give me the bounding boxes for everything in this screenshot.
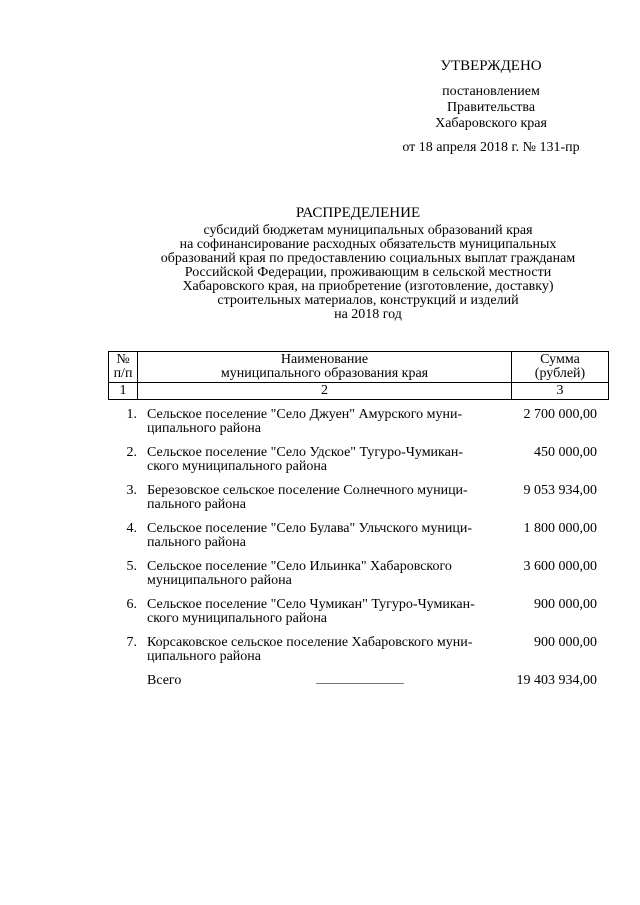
approval-line: Правительства bbox=[446, 100, 536, 115]
header-num bbox=[109, 352, 138, 383]
subtitle-line: строительных материалов, конструкций и изделий bbox=[217, 293, 519, 308]
row-name bbox=[147, 522, 490, 560]
approval-line: Хабаровского края bbox=[435, 116, 547, 131]
row-number: 4. bbox=[126, 521, 137, 536]
table-row bbox=[108, 598, 609, 636]
header-num-line2: п/п bbox=[113, 366, 133, 381]
row-name-line1: Сельское поселение "Село Чумикан" Тугуро-Чумикан- bbox=[147, 597, 475, 612]
row-name-line2: ципального района bbox=[147, 421, 261, 436]
row-number: 3. bbox=[126, 483, 137, 498]
approval-heading: УТВЕРЖДЕНО bbox=[440, 58, 542, 74]
row-number: 7. bbox=[126, 635, 137, 650]
row-name-line2: ского муниципального района bbox=[147, 611, 328, 626]
total-row bbox=[108, 674, 609, 698]
header-name-line2: муниципального образования края bbox=[220, 366, 429, 381]
row-name bbox=[147, 484, 490, 522]
table-row bbox=[108, 560, 609, 598]
table-row bbox=[108, 408, 609, 446]
row-number: 5. bbox=[126, 559, 137, 574]
row-name bbox=[147, 446, 490, 484]
row-sum: 900 000,00 bbox=[534, 635, 597, 650]
row-name-line1: Сельское поселение "Село Джуен" Амурского муни- bbox=[147, 407, 463, 422]
table-row bbox=[108, 636, 609, 674]
header-sum bbox=[512, 352, 609, 383]
row-name bbox=[147, 636, 490, 674]
header-num-line1: № bbox=[116, 352, 130, 367]
table-row bbox=[108, 446, 609, 484]
total-label: Всего bbox=[147, 673, 182, 688]
approval-block bbox=[380, 58, 602, 156]
subtitle-line: Российской Федерации, проживающим в сельской местности bbox=[184, 265, 552, 280]
row-name-line2: пального района bbox=[147, 497, 246, 512]
row-sum: 3 600 000,00 bbox=[523, 559, 597, 574]
row-name-line2: муниципального района bbox=[147, 573, 292, 588]
document-subtitle bbox=[100, 224, 636, 322]
header-name bbox=[138, 352, 512, 383]
table-header bbox=[108, 351, 609, 400]
subtitle-line: на софинансирование расходных обязательств муниципальных bbox=[179, 237, 557, 252]
row-sum: 2 700 000,00 bbox=[523, 407, 597, 422]
row-sum: 9 053 934,00 bbox=[523, 483, 597, 498]
row-sum: 450 000,00 bbox=[534, 445, 597, 460]
row-name-line2: пального района bbox=[147, 535, 246, 550]
document-title: РАСПРЕДЕЛЕНИЕ bbox=[295, 205, 421, 221]
row-number: 1. bbox=[126, 407, 137, 422]
row-name-line2: ципального района bbox=[147, 649, 261, 664]
total-number-empty bbox=[108, 674, 147, 698]
subtitle-line: Хабаровского края, на приобретение (изготовление, доставку) bbox=[182, 279, 554, 294]
row-name-line1: Березовское сельское поселение Солнечного муници- bbox=[147, 483, 468, 498]
col-number-2: 2 bbox=[138, 383, 512, 400]
subtitle-line: субсидий бюджетам муниципальных образований края bbox=[203, 223, 533, 238]
end-separator bbox=[316, 683, 404, 684]
col-number-3: 3 bbox=[512, 383, 609, 400]
header-name-line1: Наименование bbox=[280, 352, 369, 367]
row-name bbox=[147, 560, 490, 598]
approval-date: от 18 апреля 2018 г. № 131-пр bbox=[402, 140, 580, 155]
header-sum-line2: (рублей) bbox=[534, 366, 586, 381]
col-number-1: 1 bbox=[109, 383, 138, 400]
table-row bbox=[108, 484, 609, 522]
row-name-line1: Сельское поселение "Село Удское" Тугуро-Чумикан- bbox=[147, 445, 464, 460]
total-sum: 19 403 934,00 bbox=[516, 673, 597, 688]
row-sum: 1 800 000,00 bbox=[523, 521, 597, 536]
row-name-line1: Корсаковское сельское поселение Хабаровского муни- bbox=[147, 635, 473, 650]
row-name-line1: Сельское поселение "Село Ильинка" Хабаровского bbox=[147, 559, 452, 574]
row-name bbox=[147, 598, 490, 636]
row-number: 2. bbox=[126, 445, 137, 460]
row-name bbox=[147, 408, 490, 446]
row-name-line1: Сельское поселение "Село Булава" Ульчского муници- bbox=[147, 521, 473, 536]
header-sum-line1: Сумма bbox=[540, 352, 580, 367]
column-number-row bbox=[109, 383, 609, 400]
table-body bbox=[108, 408, 609, 698]
table-row bbox=[108, 522, 609, 560]
approval-line: постановлением bbox=[442, 84, 540, 99]
row-sum: 900 000,00 bbox=[534, 597, 597, 612]
subtitle-line: образований края по предоставлению социальных выплат гражданам bbox=[160, 251, 576, 266]
row-number: 6. bbox=[126, 597, 137, 612]
subtitle-line: на 2018 год bbox=[334, 307, 402, 322]
header-row bbox=[109, 352, 609, 383]
row-name-line2: ского муниципального района bbox=[147, 459, 328, 474]
